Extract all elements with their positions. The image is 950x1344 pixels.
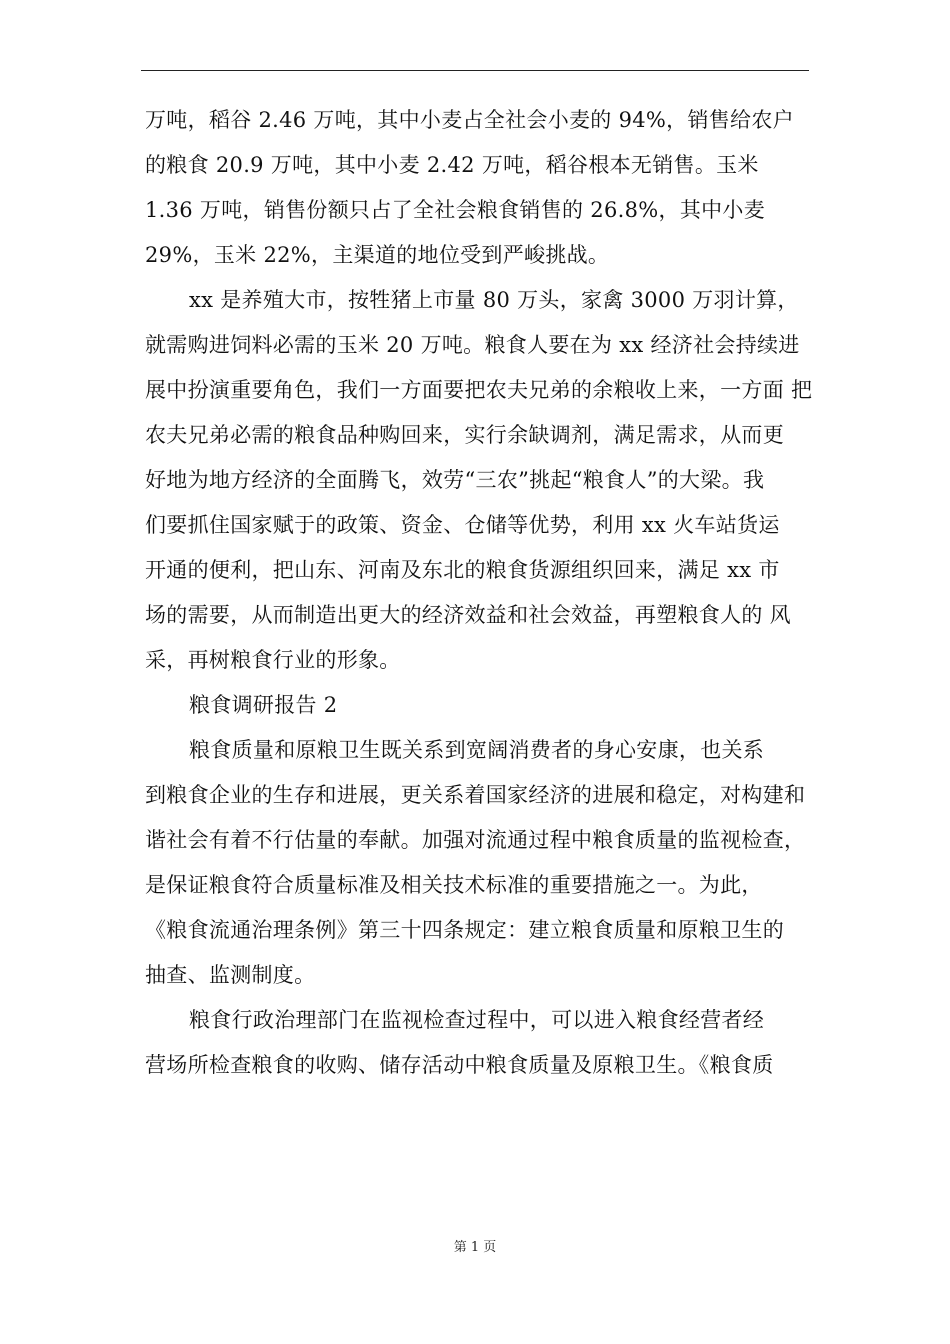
body-line: 《粮食流通治理条例》第三十四条规定：建立粮食质量和原粮卫生的 xyxy=(145,918,784,942)
body-line: 采，再树粮食行业的形象。 xyxy=(145,648,401,672)
paragraph-start-line: 粮食行政治理部门在监视检查过程中，可以进入粮食经营者经 xyxy=(189,1008,765,1032)
body-line: 展中扮演重要角色，我们一方面要把农夫兄弟的余粮收上来，一方面 把 xyxy=(145,378,813,402)
header-rule xyxy=(141,70,809,71)
body-line: 1.36 万吨，销售份额只占了全社会粮食销售的 26.8%，其中小麦 xyxy=(145,198,766,222)
body-line: 是保证粮食符合质量标准及相关技术标准的重要措施之一。为此， xyxy=(145,873,763,897)
document-body xyxy=(145,98,835,1088)
body-line: 到粮食企业的生存和进展，更关系着国家经济的进展和稳定，对构建和 xyxy=(145,783,806,807)
section-heading: 粮食调研报告 2 xyxy=(189,693,338,717)
page-number: 第 1 页 xyxy=(453,1240,497,1255)
body-line: 场的需要，从而制造出更大的经济效益和社会效益，再塑粮食人的 风 xyxy=(145,603,791,627)
body-line: 29%，玉米 22%，主渠道的地位受到严峻挑战。 xyxy=(145,243,610,267)
body-line: 万吨，稻谷 2.46 万吨，其中小麦占全社会小麦的 94%，销售给农户 xyxy=(145,108,794,132)
body-line: 就需购进饲料必需的玉米 20 万吨。粮食人要在为 xx 经济社会持续进 xyxy=(145,333,800,357)
body-line: 抽查、监测制度。 xyxy=(145,963,316,987)
paragraph-start-line: xx 是养殖大市，按牲猪上市量 80 万头，家禽 3000 万羽计算， xyxy=(189,288,799,312)
body-line: 的粮食 20.9 万吨，其中小麦 2.42 万吨，稻谷根本无销售。玉米 xyxy=(145,153,759,177)
paragraph-start-line: 粮食质量和原粮卫生既关系到宽阔消费者的身心安康，也关系 xyxy=(189,738,765,762)
body-line: 好地为地方经济的全面腾飞，效劳“三农”挑起“粮食人”的大梁。我 xyxy=(145,468,765,492)
body-line: 开通的便利，把山东、河南及东北的粮食货源组织回来，满足 xx 市 xyxy=(145,558,780,582)
body-line: 谐社会有着不行估量的奉献。加强对流通过程中粮食质量的监视检查， xyxy=(145,828,806,852)
body-line: 营场所检查粮食的收购、储存活动中粮食质量及原粮卫生。《粮食质 xyxy=(145,1053,774,1077)
body-line: 们要抓住国家赋于的政策、资金、仓储等优势，利用 xx 火车站货运 xyxy=(145,513,780,537)
body-line: 农夫兄弟必需的粮食品种购回来，实行余缺调剂，满足需求，从而更 xyxy=(145,423,784,447)
